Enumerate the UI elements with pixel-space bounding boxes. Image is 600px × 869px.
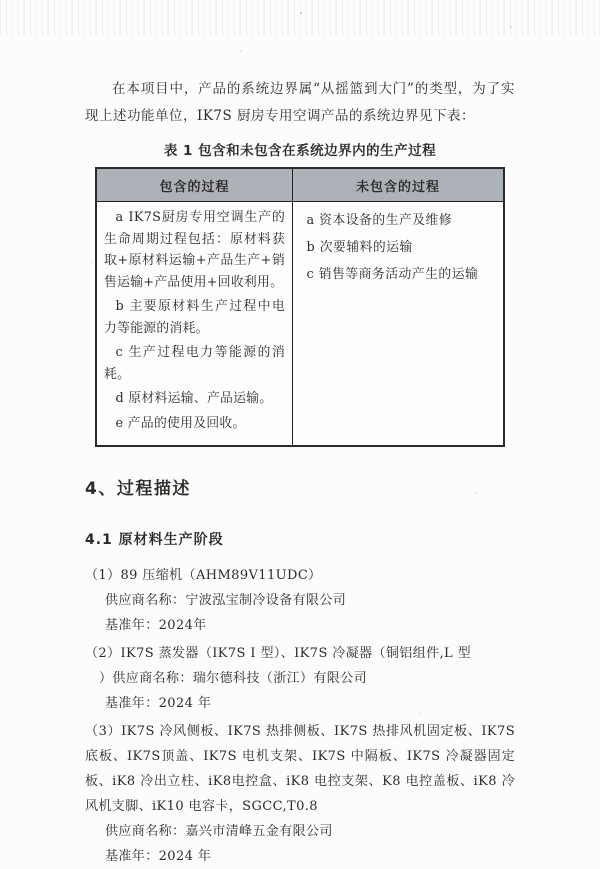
included-item-e: e 产品的使用及回收。 — [115, 415, 246, 431]
excluded-item-a: a 资本设备的生产及维修 — [306, 213, 453, 228]
material-item-3-supplier: 供应商名称：嘉兴市清峰五金有限公司 — [105, 824, 333, 839]
material-item-2-title: （2）IK7S 蒸发器（IK7S Ⅰ 型）、IK7S 冷凝器（铜铝组件,L 型 — [85, 646, 472, 661]
included-item-a: a IK7S厨房专用空调生产的生命周期过程包括：原材料获取+原材料运输+产品生产+销售运输+产品使用+回收利用。 — [104, 210, 286, 290]
system-boundary-table — [95, 167, 505, 447]
material-item-1-title: （1）89 压缩机（AHM89V11UDC） — [85, 568, 322, 583]
material-item-3-title: （3）IK7S 冷风侧板、IK7S 热排侧板、IK7S 热排风机固定板、IK7S 底板、IK7S顶盖、IK7S 电机支架、IK7S 中隔板、IK7S 冷凝器固定板、iK8 冷出立柱、iK8电控盒、iK8 电控支架、K8 电控盖板、iK8 冷风机支脚、iK10 电容卡，SGCC,T0.8 — [85, 724, 515, 814]
intro-paragraph: 在本项目中，产品的系统边界属“从摇篮到大门”的类型，为了实现上述功能单位，IK7S 厨房专用空调产品的系统边界见下表： — [85, 81, 515, 124]
included-item-c: c 生产过程电力等能源的消耗。 — [104, 345, 286, 382]
material-item-3 — [85, 719, 515, 869]
section-heading: 4、过程描述 — [85, 479, 191, 499]
included-processes-cell — [97, 202, 293, 445]
material-item-1 — [85, 563, 515, 638]
material-item-2-supplier: ）供应商名称：瑞尔德科技（浙江）有限公司 — [99, 671, 368, 686]
material-item-2 — [85, 641, 515, 716]
materials-list — [85, 563, 515, 869]
subsection-heading: 4.1 原材料生产阶段 — [85, 532, 224, 548]
excluded-column-header: 未包含的过程 — [293, 169, 503, 202]
excluded-item-b: b 次要辅料的运输 — [306, 240, 413, 255]
table-body-row — [97, 202, 503, 445]
excluded-processes-cell — [293, 202, 503, 445]
material-item-2-base-year: 基准年：2024 年 — [105, 696, 212, 711]
excluded-item-c: c 销售等商务活动产生的运输 — [306, 267, 479, 282]
table-title: 表 1 包含和未包含在系统边界内的生产过程 — [163, 143, 437, 159]
included-column-header: 包含的过程 — [97, 169, 293, 202]
material-item-3-base-year: 基准年：2024 年 — [105, 849, 212, 864]
table-header-row — [97, 169, 503, 202]
material-item-1-base-year: 基准年：2024年 — [105, 618, 207, 633]
included-item-b: b 主要原材料生产过程中电力等能源的消耗。 — [104, 299, 286, 336]
material-item-1-supplier: 供应商名称：宁波泓宝制冷设备有限公司 — [105, 593, 347, 608]
included-item-d: d 原材料运输、产品运输。 — [115, 391, 273, 406]
